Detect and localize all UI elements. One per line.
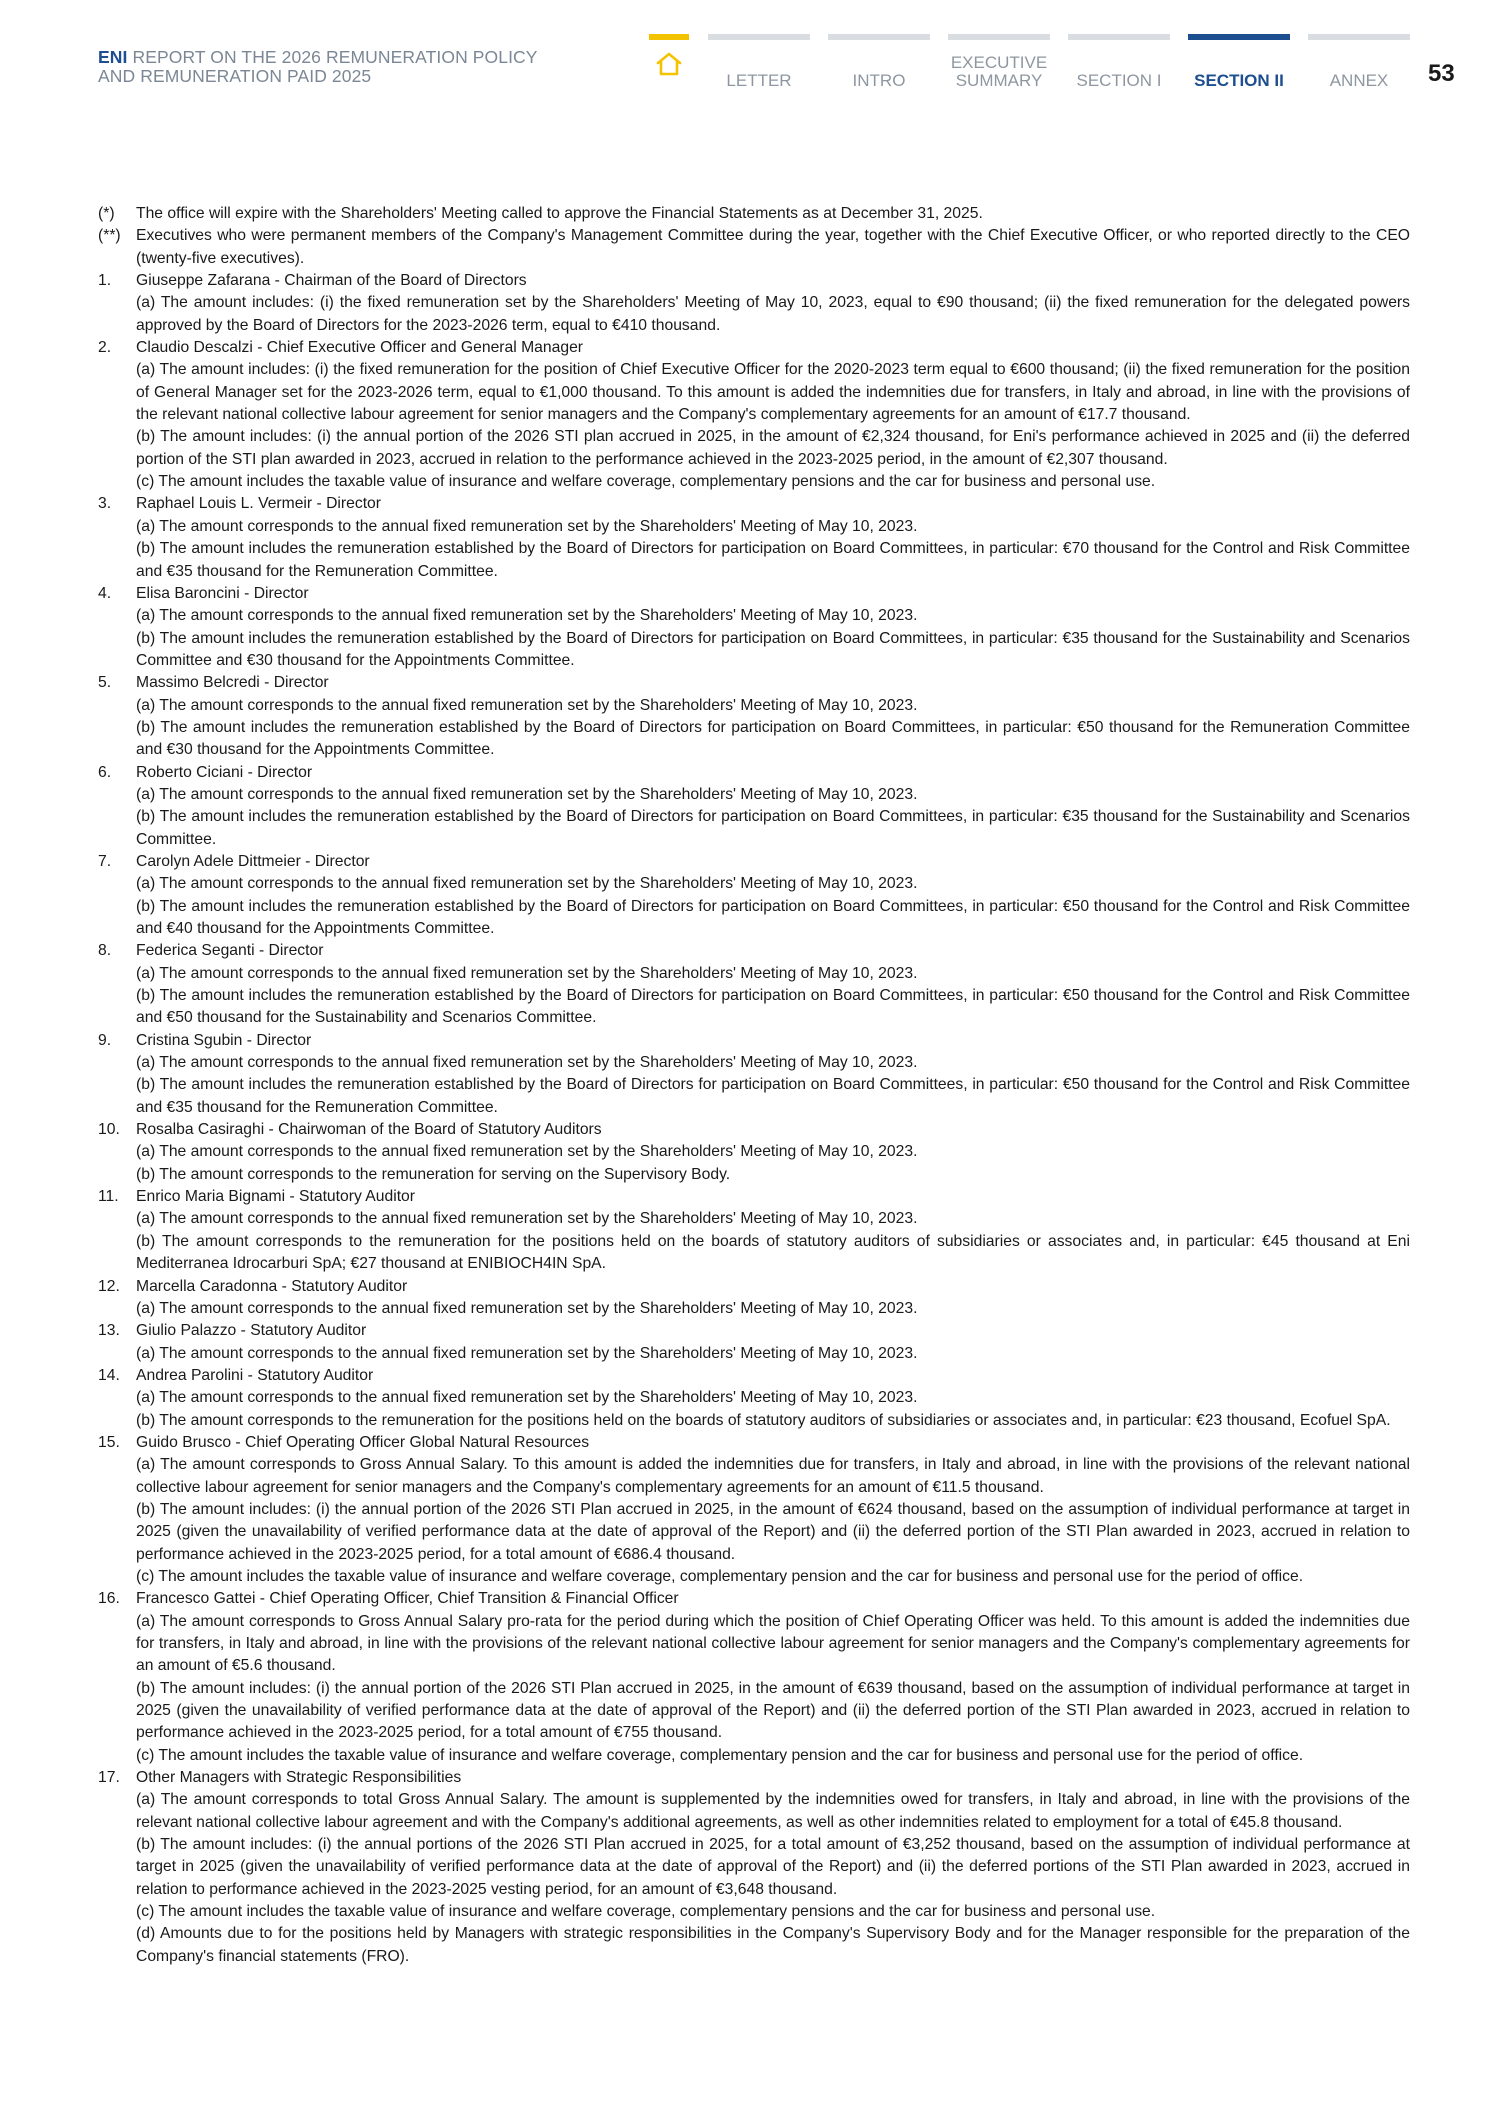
note-number: 10. [98, 1121, 120, 1139]
note-item [98, 1365, 1410, 1432]
note-item [98, 1767, 1410, 1968]
note-title: Rosalba Casiraghi - Chairwoman of the Board of Statutory Auditors [136, 1121, 602, 1139]
note-item [98, 762, 1410, 851]
note-paragraph: (b) The amount includes: (i) the annual portion of the 2026 STI plan accrued in 2025, in the amount of €2,324 thousand, for Eni's performance achieved in 2025 and (ii) the deferred portion of the STI plan awarded in 2023, accrued in relation to the performance achieved in the 2023-2025 period, in the amount of €2,307 thousand. [136, 428, 1410, 468]
note-item [98, 940, 1410, 1029]
note-heading [98, 1276, 1410, 1298]
note-item [98, 1432, 1410, 1588]
note-paragraph: (b) The amount includes the remuneration established by the Board of Directors for participation on Board Committees, in particular: €50 thousand for the Control and Risk Committee and €40 thousand for the Appointments Committee. [136, 897, 1410, 937]
tab-executive-summary[interactable] [948, 34, 1050, 94]
note-title: Roberto Ciciani - Director [136, 763, 313, 781]
note-number: 2. [98, 339, 112, 357]
tab-bar [948, 34, 1050, 40]
tab-annex[interactable] [1308, 34, 1410, 94]
note-title: Federica Seganti - Director [136, 942, 324, 960]
note-title: Giulio Palazzo - Statutory Auditor [136, 1322, 367, 1340]
note-title: Claudio Descalzi - Chief Executive Officer and General Manager [136, 339, 584, 357]
note-number: 14. [98, 1366, 120, 1384]
home-button[interactable] [649, 34, 689, 90]
note-item [98, 493, 1410, 582]
note-heading [98, 940, 1410, 962]
numbered-notes [98, 270, 1410, 1968]
note-heading [98, 583, 1410, 605]
report-title-line2: AND REMUNERATION PAID 2025 [98, 66, 372, 86]
note-item [98, 583, 1410, 672]
note-paragraph: (b) The amount includes the remuneration established by the Board of Directors for participation on Board Committees, in particular: €50 thousand for the Remuneration Committee and €30 thousand for the Appointments Committee. [136, 718, 1410, 759]
note-paragraph: (c) The amount includes the taxable value of insurance and welfare coverage, complementary pensions and the car for business and personal use. [136, 1903, 1156, 1921]
note-paragraph: (a) The amount includes: (i) the fixed remuneration set by the Shareholders' Meeting of May 10, 2023, equal to €90 thousand; (ii) the fixed remuneration for the delegated powers approved by the Board of Directors for the 2023-2026 term, equal to €410 thousand. [136, 294, 1410, 334]
tab-letter[interactable] [708, 34, 810, 94]
note-number: 15. [98, 1433, 120, 1451]
note-paragraph: (b) The amount corresponds to the remuneration for the positions held on the boards of statutory auditors of subsidiaries or associates and, in particular: €45 thousand at Eni Mediterranea Idrocarburi SpA; €27 thousand at ENIBIOCH4IN SpA. [136, 1232, 1410, 1273]
footnote-marker: (**) [98, 227, 121, 245]
note-item [98, 1119, 1410, 1186]
note-number: 4. [98, 584, 112, 602]
note-paragraph: (a) The amount corresponds to the annual fixed remuneration set by the Shareholders' Meeting of May 10, 2023. [136, 964, 918, 982]
note-number: 3. [98, 495, 112, 513]
tab-label: SECTION II [1194, 71, 1284, 90]
note-paragraph: (a) The amount corresponds to the annual fixed remuneration set by the Shareholders' Meeting of May 10, 2023. [136, 785, 918, 803]
note-paragraph: (a) The amount corresponds to the annual fixed remuneration set by the Shareholders' Meeting of May 10, 2023. [136, 1054, 918, 1072]
note-paragraph: (a) The amount includes: (i) the fixed remuneration for the position of Chief Executive Officer for the 2020-2023 term equal to €600 thousand; (ii) the fixed remuneration for the position of General Manager set for the 2023-2026 term, equal to €1,000 thousand. To this amount is added the indemnities due for transfers, in Italy and abroad, in line with the provisions of the relevant national collective labour agreement for senior managers and the Company's complementary agreements for an amount of €17.7 thousand. [136, 361, 1410, 424]
note-title: Marcella Caradonna - Statutory Auditor [136, 1277, 408, 1295]
note-paragraph: (a) The amount corresponds to the annual fixed remuneration set by the Shareholders' Meeting of May 10, 2023. [136, 696, 918, 714]
note-item [98, 270, 1410, 337]
tab-label: ANNEX [1329, 71, 1389, 90]
note-heading [98, 337, 1410, 359]
note-paragraph: (c) The amount includes the taxable value of insurance and welfare coverage, complementary pension and the car for business and personal use for the period of office. [136, 1746, 1304, 1764]
note-number: 11. [98, 1188, 119, 1206]
note-paragraph: (a) The amount corresponds to the annual fixed remuneration set by the Shareholders' Meeting of May 10, 2023. [136, 1389, 918, 1407]
note-number: 1. [98, 272, 112, 290]
tab-bar-active [1188, 34, 1290, 40]
note-title: Giuseppe Zafarana - Chairman of the Board of Directors [136, 272, 527, 290]
note-item [98, 1030, 1410, 1119]
note-item [98, 1588, 1410, 1767]
note-paragraph: (b) The amount includes: (i) the annual portion of the 2026 STI Plan accrued in 2025, in the amount of €624 thousand, based on the assumption of individual performance at target in 2025 (given the unavailability of verified performance data at the date of approval of the Report) and (ii) the deferred portion of the STI Plan awarded in 2023, accrued in relation to performance achieved in the 2023-2025 period, for a total amount of €686.4 thousand. [136, 1500, 1410, 1563]
home-icon [656, 52, 682, 76]
note-paragraph: (a) The amount corresponds to total Gross Annual Salary. The amount is supplemented by the indemnities owed for transfers, in Italy and abroad, in line with the provisions of the relevant national collective labour agreement and with the Company's additional agreements, as well as other indemnities related to employment for a total of €45.8 thousand. [136, 1791, 1410, 1831]
note-number: 7. [98, 852, 112, 870]
note-number: 13. [98, 1322, 120, 1340]
note-title: Elisa Baroncini - Director [136, 584, 309, 602]
tab-intro[interactable] [828, 34, 930, 94]
note-paragraph: (b) The amount includes the remuneration established by the Board of Directors for participation on Board Committees, in particular: €50 thousand for the Control and Risk Committee and €35 thousand for the Remuneration Committee. [136, 1076, 1410, 1116]
note-number: 8. [98, 942, 112, 960]
page-number: 53 [1428, 60, 1455, 87]
note-heading [98, 1030, 1410, 1052]
note-paragraph: (a) The amount corresponds to Gross Annual Salary pro-rata for the period during which the position of Chief Operating Officer was held. To this amount is added the indemnities due for transfers, in Italy and abroad, in line with the provisions of the relevant national collective labour agreement for senior managers and the Company's complementary agreements for an amount of €5.6 thousand. [136, 1612, 1410, 1675]
note-paragraph: (b) The amount includes the remuneration established by the Board of Directors for participation on Board Committees, in particular: €35 thousand for the Sustainability and Scenarios Committee. [136, 808, 1410, 848]
note-heading [98, 1186, 1410, 1208]
note-heading [98, 672, 1410, 694]
note-paragraph: (a) The amount corresponds to the annual fixed remuneration set by the Shareholders' Meeting of May 10, 2023. [136, 607, 918, 625]
note-title: Andrea Parolini - Statutory Auditor [136, 1366, 374, 1384]
note-paragraph: (a) The amount corresponds to the annual fixed remuneration set by the Shareholders' Meeting of May 10, 2023. [136, 875, 918, 893]
note-heading [98, 1119, 1410, 1141]
note-item [98, 851, 1410, 940]
footnote-text: Executives who were permanent members of the Company's Management Committee during the year, together with the Chief Executive Officer, or who reported directly to the CEO (twenty-five executives). [136, 227, 1410, 267]
tab-label: SECTION I [1076, 71, 1162, 90]
note-heading [98, 1320, 1410, 1342]
note-heading [98, 851, 1410, 873]
note-item [98, 672, 1410, 761]
note-item [98, 337, 1410, 493]
note-paragraph: (b) The amount includes the remuneration established by the Board of Directors for participation on Board Committees, in particular: €35 thousand for the Sustainability and Scenarios Committee and €30 thousand for the Appointments Committee. [136, 629, 1410, 669]
tab-section-i[interactable] [1068, 34, 1170, 94]
note-number: 16. [98, 1590, 120, 1608]
tab-bar [708, 34, 810, 40]
note-title: Enrico Maria Bignami - Statutory Auditor [136, 1188, 416, 1206]
report-title-line1: REPORT ON THE 2026 REMUNERATION POLICY [132, 47, 538, 67]
note-title: Cristina Sgubin - Director [136, 1031, 312, 1049]
note-title: Other Managers with Strategic Responsibilities [136, 1769, 462, 1787]
home-accent-bar [649, 34, 689, 40]
note-paragraph: (a) The amount corresponds to the annual fixed remuneration set by the Shareholders' Meeting of May 10, 2023. [136, 1210, 918, 1228]
note-title: Francesco Gattei - Chief Operating Officer, Chief Transition & Financial Officer [136, 1590, 679, 1608]
note-paragraph: (c) The amount includes the taxable value of insurance and welfare coverage, complementary pensions and the car for business and personal use. [136, 473, 1156, 491]
tab-bar [1308, 34, 1410, 40]
note-paragraph: (a) The amount corresponds to the annual fixed remuneration set by the Shareholders' Meeting of May 10, 2023. [136, 1143, 918, 1161]
note-title: Massimo Belcredi - Director [136, 674, 329, 692]
note-number: 9. [98, 1031, 112, 1049]
tab-section-ii[interactable] [1188, 34, 1290, 94]
note-heading [98, 270, 1410, 292]
note-paragraph: (b) The amount includes: (i) the annual portion of the 2026 STI Plan accrued in 2025, in the amount of €639 thousand, based on the assumption of individual performance at target in 2025 (given the unavailability of verified performance data at the date of approval of the Report) and (ii) the deferred portion of the STI Plan awarded in 2023, accrued in relation to performance achieved in the 2023-2025 period, for a total amount of €755 thousand. [136, 1679, 1410, 1742]
tab-label: INTRO [852, 71, 906, 90]
note-title: Raphael Louis L. Vermeir - Director [136, 495, 382, 513]
table-notes [98, 203, 1410, 1968]
note-paragraph: (b) The amount includes the remuneration established by the Board of Directors for participation on Board Committees, in particular: €50 thousand for the Control and Risk Committee and €50 thousand for the Sustainability and Scenarios Committee. [136, 987, 1410, 1027]
intro-notes [98, 203, 1410, 270]
brand-name: ENI [98, 47, 128, 67]
note-item [98, 1276, 1410, 1321]
note-paragraph: (a) The amount corresponds to the annual fixed remuneration set by the Shareholders' Meeting of May 10, 2023. [136, 517, 918, 535]
report-title [98, 48, 538, 86]
note-paragraph: (a) The amount corresponds to the annual fixed remuneration set by the Shareholders' Meeting of May 10, 2023. [136, 1299, 918, 1317]
tab-label: EXECUTIVE SUMMARY [950, 53, 1048, 90]
note-number: 17. [98, 1769, 120, 1787]
tab-label: LETTER [726, 71, 792, 90]
note-paragraph: (c) The amount includes the taxable value of insurance and welfare coverage, complementary pension and the car for business and personal use for the period of office. [136, 1567, 1304, 1585]
note-item [98, 1320, 1410, 1365]
tab-bar [1068, 34, 1170, 40]
note-heading [98, 1365, 1410, 1387]
footnote [98, 203, 1410, 225]
note-paragraph: (b) The amount includes: (i) the annual portions of the 2026 STI Plan accrued in 2025, for a total amount of €3,252 thousand, based on the assumption of individual performance at target in 2025 (given the unavailability of verified performance data at the date of approval of the Report) and (ii) the deferred portions of the STI Plan awarded in 2023, accrued in relation to performance achieved in the 2023-2025 vesting period, for an amount of €3,648 thousand. [136, 1836, 1410, 1898]
footnote-text: The office will expire with the Shareholders' Meeting called to approve the Financial Statements as at December 31, 2025. [136, 205, 983, 222]
note-heading [98, 1767, 1410, 1789]
note-number: 6. [98, 763, 112, 781]
note-heading [98, 1588, 1410, 1610]
note-paragraph: (b) The amount includes the remuneration established by the Board of Directors for participation on Board Committees, in particular: €70 thousand for the Control and Risk Committee and €35 thousand for the Remuneration Committee. [136, 540, 1410, 580]
note-paragraph: (b) The amount corresponds to the remuneration for the positions held on the boards of statutory auditors of subsidiaries or associates and, in particular: €23 thousand, Ecofuel SpA. [136, 1411, 1391, 1429]
note-heading [98, 1432, 1410, 1454]
footnote [98, 225, 1410, 270]
note-heading [98, 762, 1410, 784]
page-header [0, 0, 1500, 110]
note-item [98, 1186, 1410, 1275]
note-paragraph: (b) The amount corresponds to the remuneration for serving on the Supervisory Body. [136, 1165, 731, 1183]
note-title: Guido Brusco - Chief Operating Officer Global Natural Resources [136, 1433, 590, 1451]
note-number: 12. [98, 1277, 120, 1295]
footnote-marker: (*) [98, 205, 115, 222]
tab-bar [828, 34, 930, 40]
note-paragraph: (a) The amount corresponds to Gross Annual Salary. To this amount is added the indemnities due for transfers, in Italy and abroad, in line with the provisions of the relevant national collective labour agreement for senior managers and the Company's complementary agreements for an amount of €11.5 thousand. [136, 1456, 1410, 1496]
note-title: Carolyn Adele Dittmeier - Director [136, 852, 370, 870]
note-paragraph: (d) Amounts due to for the positions held by Managers with strategic responsibilities in the Company's Supervisory Body and for the Manager responsible for the preparation of the Company's financial statements (FRO). [136, 1925, 1410, 1965]
note-heading [98, 493, 1410, 515]
note-paragraph: (a) The amount corresponds to the annual fixed remuneration set by the Shareholders' Meeting of May 10, 2023. [136, 1344, 918, 1362]
note-number: 5. [98, 674, 112, 692]
